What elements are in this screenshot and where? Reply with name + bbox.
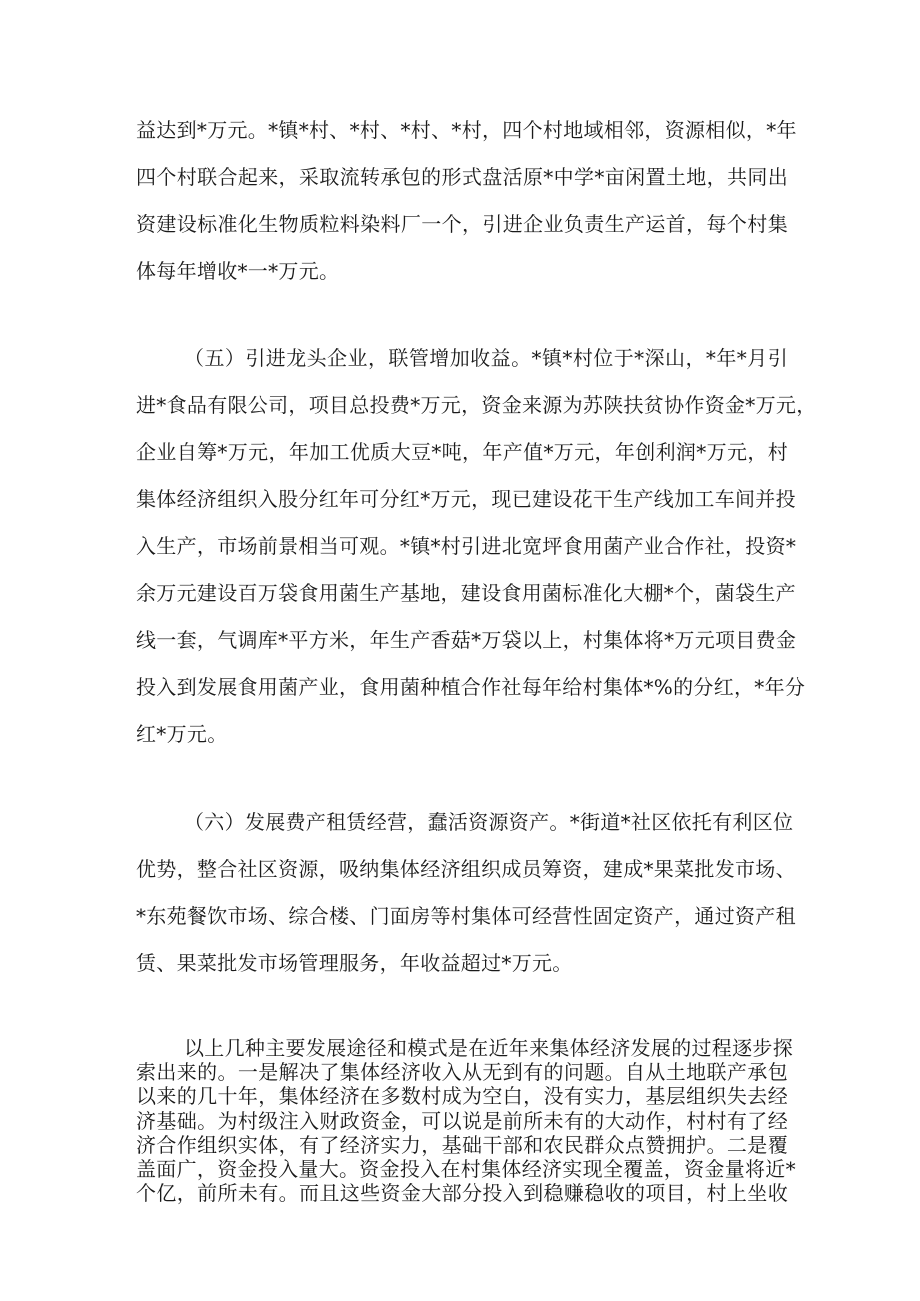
text-line: 线一套，气调库*平方米，年生产香菇*万袋以上，村集体将*万元项目费金: [136, 628, 797, 652]
text-line: 红*万元。: [136, 722, 228, 746]
text-line: 四个村联合起来，采取流转承包的形式盘活原*中学*亩闲置土地，共同出: [136, 165, 788, 189]
text-line: 益达到*万元。*镇*村、*村、*村、*村，四个村地域相邻，资源相似，*年: [136, 118, 797, 142]
text-line: 企业自筹*万元，年加工优质大豆*吨，年产值*万元，年创利润*万元，村: [136, 440, 788, 464]
text-line: 以上几种主要发展途径和模式是在近年来集体经济发展的过程逐步探: [184, 1036, 793, 1060]
text-line: 余万元建设百万袋食用菌生产基地，建设食用菌标准化大棚*个，菌袋生产: [136, 581, 796, 605]
text-line: 济合作组织实体，有了经济实力，基础干部和农民群众点赞拥护。二是覆: [136, 1133, 788, 1157]
text-line: 进*食品有限公司，项目总投费*万元，资金来源为苏陕扶贫协作资金*万元，: [136, 393, 817, 417]
text-line: 索出来的。一是解决了集体经济收入从无到有的问题。自从土地联产承包: [136, 1060, 788, 1084]
text-line: 个亿，前所未有。而且这些资金大部分投入到稳赚稳收的项目，村上坐收: [136, 1181, 788, 1205]
section-heading-line: （五）引进龙头企业，联管增加收益。*镇*村位于*深山，*年*月引: [184, 346, 788, 370]
text-line: 济基础。为村级注入财政资金，可以说是前所未有的大动作，村村有了经: [136, 1109, 788, 1133]
text-line: 投入到发展食用菌产业，食用菌种植合作社每年给村集体*%的分红，*年分: [136, 675, 806, 699]
text-line: 优势，整合社区资源，吸纳集体经济组织成员筹资，建成*果菜批发市场、: [136, 857, 796, 881]
text-line: 以来的几十年，集体经济在多数村成为空白，没有实力，基层组织失去经: [136, 1084, 788, 1108]
text-line: 集体经济组织入股分红年可分红*万元，现已建设花干生产线加工车间并投: [136, 487, 796, 511]
section-heading-line: （六）发展费产租赁经营，蠢活资源资产。*街道*社区依托有利区位: [184, 810, 794, 834]
text-line: 入生产，市场前景相当可观。*镇*村引进北宽坪食用菌产业合作社，投资*: [136, 534, 797, 558]
text-line: 体每年增收*一*万元。: [136, 259, 340, 283]
text-line: 赁、果菜批发市场管理服务，年收益超过*万元。: [136, 951, 573, 975]
text-line: 盖面广，资金投入量大。资金投入在村集体经济实现全覆盖，资金量将近*: [136, 1157, 796, 1181]
text-line: *东苑餐饮市场、综合楼、门面房等村集体可经营性固定资产，通过资产租: [136, 904, 796, 928]
text-line: 资建设标准化生物质粒料染料厂一个，引进企业负责生产运首，每个村集: [136, 212, 788, 236]
